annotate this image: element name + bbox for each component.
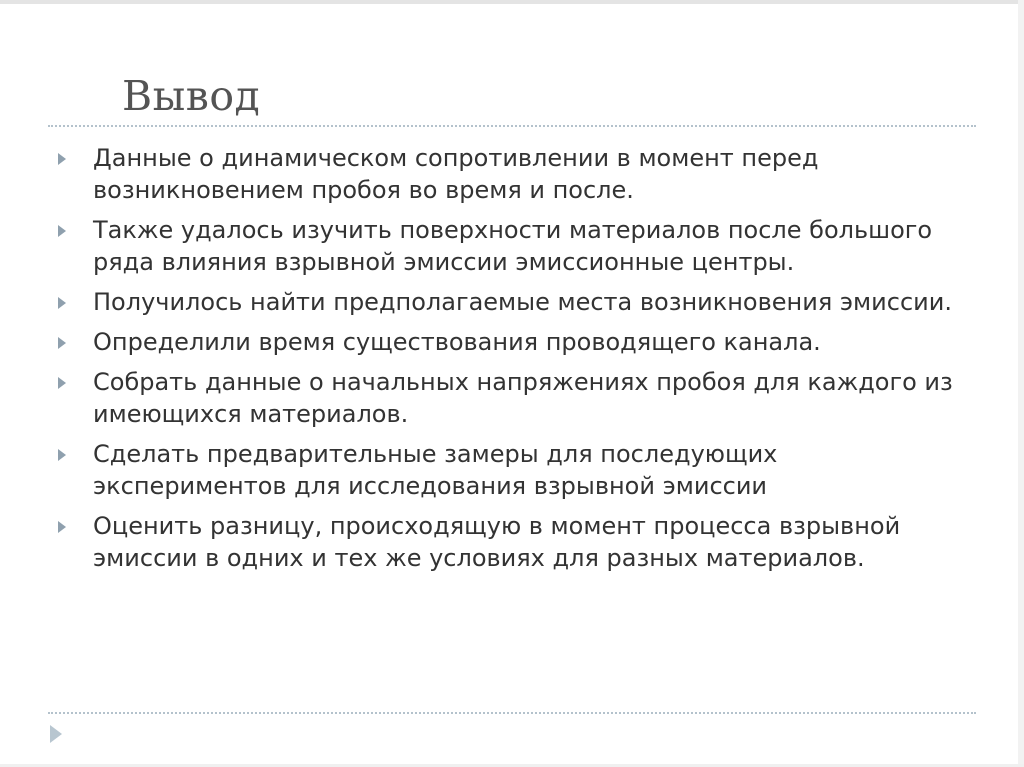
triangle-bullet-icon (58, 377, 66, 389)
bullet-text: Получилось найти предполагаемые места возникновения эмиссии. (93, 288, 952, 316)
slide-top-border (0, 0, 1024, 4)
footer-divider (48, 712, 976, 714)
slide-title: Вывод (122, 72, 261, 120)
bullet-text: Также удалось изучить поверхности материалов после большого ряда влияния взрывной эмиссии эмиссионные центры. (93, 216, 933, 276)
bullet-text: Собрать данные о начальных напряжениях пробоя для каждого из имеющихся материалов. (93, 368, 953, 428)
triangle-bullet-icon (58, 297, 66, 309)
triangle-bullet-icon (58, 225, 66, 237)
bullet-list (58, 142, 958, 582)
bullet-text: Определили время существования проводящего канала. (93, 328, 821, 356)
bullet-text: Сделать предварительные замеры для последующих экспериментов для исследования взрывной эмиссии (93, 440, 778, 500)
list-item (58, 510, 958, 574)
list-item (58, 142, 958, 206)
triangle-bullet-icon (58, 449, 66, 461)
triangle-bullet-icon (58, 337, 66, 349)
list-item (58, 326, 958, 358)
triangle-bullet-icon (58, 153, 66, 165)
triangle-right-icon (50, 725, 62, 743)
bullet-text: Оценить разницу, происходящую в момент процесса взрывной эмиссии в одних и тех же условиях для разных материалов. (93, 512, 901, 572)
bullet-text: Данные о динамическом сопротивлении в момент перед возникновением пробоя во время и после. (93, 144, 819, 204)
list-item (58, 366, 958, 430)
triangle-bullet-icon (58, 521, 66, 533)
list-item (58, 286, 958, 318)
title-divider (48, 125, 976, 127)
list-item (58, 438, 958, 502)
slide-right-border (1018, 0, 1024, 767)
list-item (58, 214, 958, 278)
